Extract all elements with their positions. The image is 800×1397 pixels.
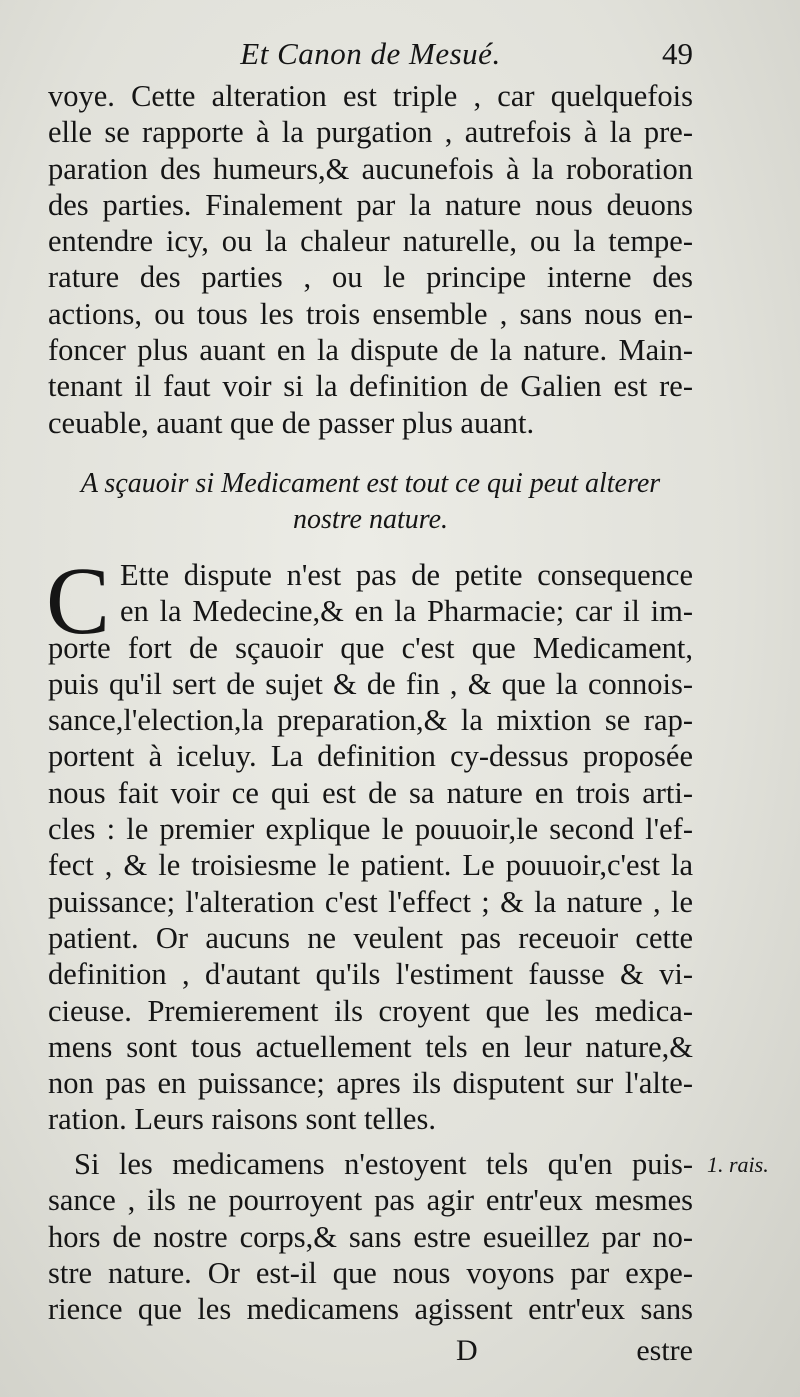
text-line: rature des parties , ou le principe interne des	[48, 260, 693, 295]
drop-capital: C	[46, 547, 111, 654]
text-line: hors de nostre corps,& sans estre esueillez par no-	[48, 1219, 693, 1254]
text-line: portent à iceluy. La definition cy-dessus proposée	[48, 739, 693, 774]
text-line: des parties. Finalement par la nature nous deuons	[48, 187, 693, 222]
text-line: cles : le premier explique le pouuoir,le second l'ef-	[48, 812, 693, 847]
paragraph-2	[46, 547, 693, 1138]
section-heading	[48, 466, 693, 539]
text-line: voye. Cette alteration est triple , car quelquefois	[48, 79, 693, 113]
page-number: 49	[662, 36, 693, 71]
page-header	[48, 36, 693, 76]
text-line: Si les medicamens n'estoyent tels qu'en puis-	[74, 1147, 693, 1181]
text-line: ceuable, auant que de passer plus auant.	[48, 405, 535, 440]
text-line: sance,l'election,la preparation,& la mixtion se rap-	[48, 703, 693, 738]
paragraph-1	[48, 78, 693, 441]
text-line: definition , d'autant qu'ils l'estiment fausse & vi-	[48, 957, 693, 992]
text-line: en la Medecine,& en la Pharmacie; car il im-	[120, 594, 693, 629]
text-line: stre nature. Or est-il que nous voyons par expe-	[48, 1255, 693, 1290]
text-line: puissance; l'alteration c'est l'effect ; & la nature , le	[48, 884, 693, 919]
signature-mark: D	[456, 1334, 478, 1367]
text-line: paration des humeurs,& aucunefois à la roboration	[48, 151, 693, 186]
heading-line: nostre nature.	[292, 504, 449, 536]
heading-line: A sçauoir si Medicament est tout ce qui peut alterer	[80, 468, 661, 499]
text-line: Ette dispute n'est pas de petite consequence	[120, 558, 693, 592]
margin-note: 1. rais.	[707, 1152, 769, 1177]
text-line: mens sont tous actuellement tels en leur nature,&	[48, 1029, 693, 1064]
text-line: puis qu'il sert de sujet & de fin , & que la connois-	[48, 666, 693, 701]
page-footer	[48, 1334, 693, 1374]
text-line: cieuse. Premierement ils croyent que les medica-	[48, 993, 693, 1028]
text-line: porte fort de sçauoir que c'est que Medicament,	[48, 630, 693, 665]
text-line: ration. Leurs raisons sont telles.	[48, 1102, 436, 1137]
text-line: nous fait voir ce qui est de sa nature en trois arti-	[48, 775, 693, 810]
paragraph-3	[48, 1146, 693, 1327]
text-line: fect , & le troisiesme le patient. Le pouuoir,c'est la	[48, 848, 693, 883]
text-line: elle se rapporte à la purgation , autrefois à la pre-	[48, 115, 693, 150]
running-head: Et Canon de Mesué.	[240, 36, 501, 71]
text-line: tenant il faut voir si la definition de Galien est re-	[48, 369, 693, 404]
text-line: actions, ou tous les trois ensemble , sans nous en-	[48, 296, 693, 331]
text-line: rience que les medicamens agissent entr'eux sans	[48, 1292, 693, 1327]
text-line: sance , ils ne pourroyent pas agir entr'eux mesmes	[48, 1183, 693, 1218]
catchword: estre	[636, 1334, 693, 1367]
text-line: patient. Or aucuns ne veulent pas receuoir cette	[48, 920, 693, 955]
text-line: entendre icy, ou la chaleur naturelle, ou la tempe-	[48, 224, 693, 259]
text-line: foncer plus auant en la dispute de la nature. Main-	[48, 333, 693, 368]
text-line: non pas en puissance; apres ils disputent sur l'alte-	[48, 1066, 693, 1101]
